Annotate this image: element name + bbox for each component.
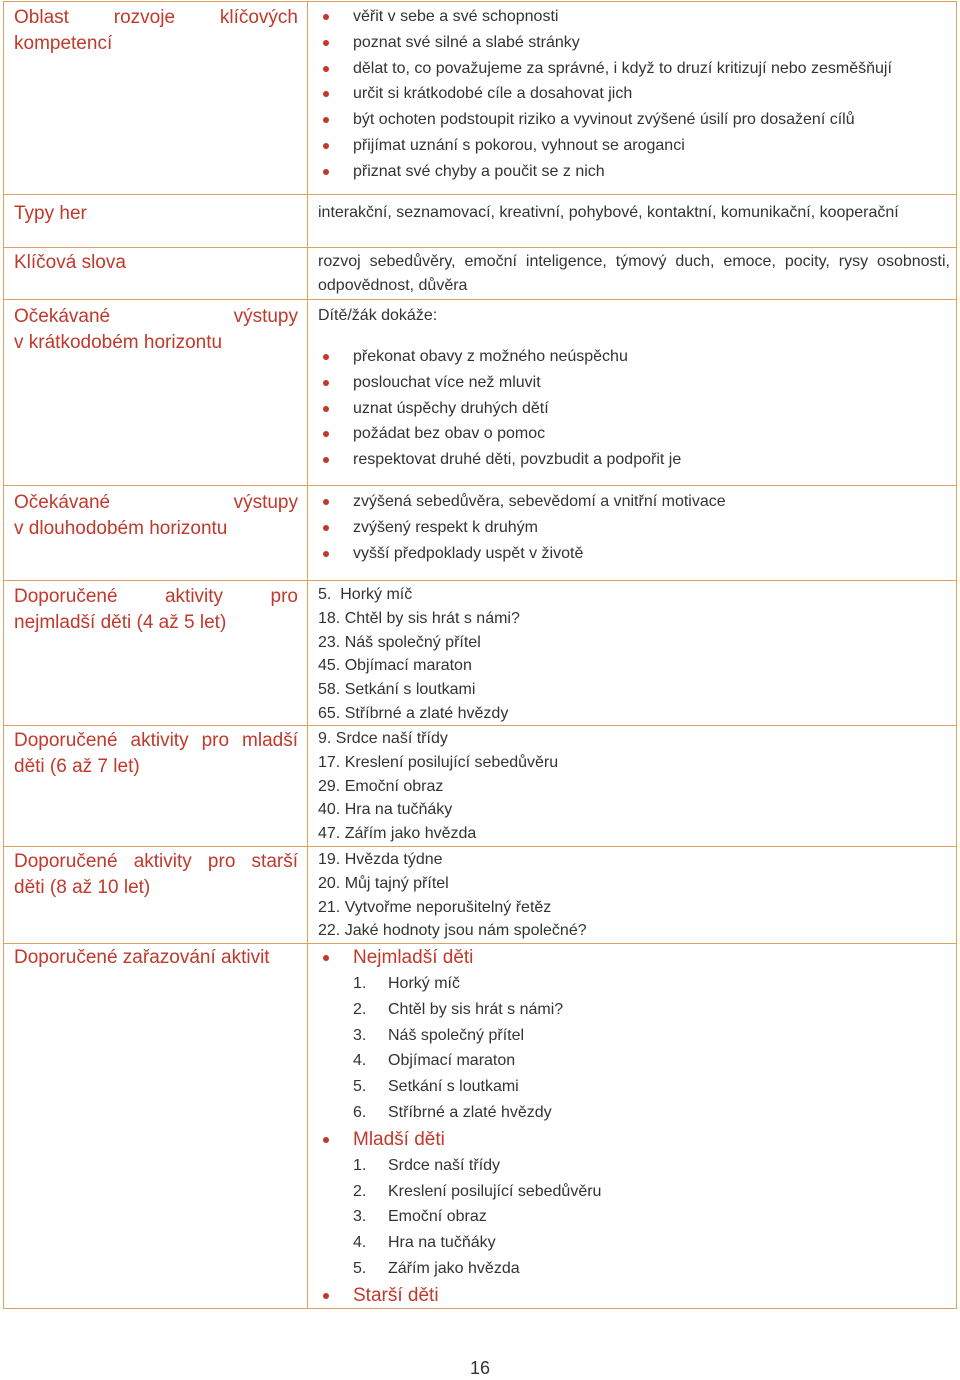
activity-item: 47. Zářím jako hvězda (318, 825, 477, 843)
group-title-youngest: Nejmladší děti (318, 944, 950, 971)
row-area (4, 2, 956, 195)
ordering-list (318, 944, 950, 971)
list-item: 5. Setkání s loutkami (353, 1078, 519, 1096)
short-term-list (318, 344, 950, 473)
list-item: 3. Emoční obraz (353, 1208, 487, 1226)
label-long-term: Očekávané výstupy v dlouhodobém horizontu (14, 492, 298, 539)
row-long-term (4, 486, 956, 581)
list-item: zvýšený respekt k druhým (318, 515, 950, 541)
activity-item: 20. Můj tajný přítel (318, 874, 449, 892)
list-item: vyšší předpoklady uspět v životě (318, 541, 950, 567)
list-item: určit si krátkodobé cíle a dosahovat jich (318, 81, 950, 107)
list-item: 3. Náš společný přítel (353, 1026, 525, 1044)
label-youngest: Doporučené aktivity pro nejmladší děti (4 až 5 let) (14, 586, 298, 633)
label-short-term: Očekávané výstupy v krátkodobém horizontu (14, 306, 298, 353)
activity-item: 22. Jaké hodnoty jsou nám společné? (318, 922, 587, 940)
list-item: uznat úspěchy druhých dětí (318, 396, 950, 422)
label-keywords: Klíčová slova (14, 252, 126, 273)
activity-item: 65. Stříbrné a zlaté hvězdy (318, 704, 509, 722)
label-younger: Doporučené aktivity pro mladší děti (6 až 7 let) (14, 730, 298, 777)
group-title-older: Starší děti (318, 1282, 950, 1309)
label-older: Doporučené aktivity pro starší děti (8 až 10 let) (14, 851, 298, 898)
list-item: 5. Zářím jako hvězda (353, 1259, 520, 1277)
group-younger-items (318, 1153, 950, 1282)
list-item: poslouchat více než mluvit (318, 370, 950, 396)
row-short-term (4, 300, 956, 486)
older-activities (318, 848, 950, 943)
list-item: dělat to, co považujeme za správné, i když to druzí kritizují nebo zesměšňují (318, 56, 950, 82)
label-area-line1: Oblast rozvoje klíčových (14, 7, 298, 28)
activity-item: 29. Emoční obraz (318, 777, 444, 795)
list-item: požádat bez obav o pomoc (318, 421, 950, 447)
activity-item: 19. Hvězda týdne (318, 851, 443, 868)
row-younger (4, 726, 956, 847)
list-item: 4. Objímací maraton (353, 1052, 516, 1070)
group-title-younger: Mladší děti (318, 1126, 950, 1153)
activity-item: 5. Horký míč (318, 586, 413, 603)
keywords-value: rozvoj sebedůvěry, emoční inteligence, týmový duch, emoce, pocity, rysy osobnosti, odpovědnost, důvěra (318, 253, 950, 294)
list-item: být ochoten podstoupit riziko a vyvinout zvýšené úsilí pro dosažení cílů (318, 107, 950, 133)
activity-item: 21. Vytvořme neporušitelný řetěz (318, 898, 552, 916)
list-item: věřit v sebe a své schopnosti (318, 4, 950, 30)
list-item: přijímat uznání s pokorou, vyhnout se aroganci (318, 133, 950, 159)
list-item: přiznat své chyby a poučit se z nich (318, 159, 950, 185)
activity-item: 23. Náš společný přítel (318, 633, 481, 651)
row-youngest (4, 581, 956, 726)
long-term-list (318, 489, 950, 566)
list-item: 2. Chtěl by sis hrát s námi? (353, 1000, 564, 1018)
list-item: 2. Kreslení posilující sebedůvěru (353, 1182, 602, 1200)
row-ordering (4, 944, 956, 1308)
group-youngest-items (318, 971, 950, 1126)
list-item: 1. Srdce naší třídy (353, 1156, 501, 1174)
activity-item: 17. Kreslení posilující sebedůvěru (318, 753, 559, 771)
youngest-activities (318, 583, 950, 726)
types-value: interakční, seznamovací, kreativní, pohybové, kontaktní, komunikační, kooperační (318, 204, 899, 221)
list-item: překonat obavy z možného neúspěchu (318, 344, 950, 370)
activity-item: 18. Chtěl by sis hrát s námi? (318, 609, 520, 627)
label-types: Typy her (14, 203, 87, 224)
list-item: 6. Stříbrné a zlaté hvězdy (353, 1103, 552, 1121)
page-number: 16 (469, 1358, 491, 1378)
list-item: respektovat druhé děti, povzbudit a podpořit je (318, 447, 950, 473)
activity-item: 58. Setkání s loutkami (318, 681, 476, 699)
list-item: zvýšená sebedůvěra, sebevědomí a vnitřní motivace (318, 489, 950, 515)
row-older (4, 847, 956, 944)
younger-activities (318, 727, 950, 846)
list-item: poznat své silné a slabé stránky (318, 30, 950, 56)
activity-item: 40. Hra na tučňáky (318, 801, 453, 819)
activity-item: 9. Srdce naší třídy (318, 730, 448, 747)
competency-table (3, 1, 957, 1309)
area-list (318, 4, 950, 185)
list-item: 4. Hra na tučňáky (353, 1234, 496, 1252)
list-item: 1. Horký míč (353, 975, 460, 992)
short-term-intro: Dítě/žák dokáže: (318, 307, 438, 324)
label-area: Oblast rozvoje klíčových kompetencí (14, 7, 298, 54)
activity-item: 45. Objímací maraton (318, 657, 472, 675)
row-keywords (4, 248, 956, 300)
row-types (4, 195, 956, 248)
label-ordering: Doporučené zařazování aktivit (14, 947, 270, 968)
